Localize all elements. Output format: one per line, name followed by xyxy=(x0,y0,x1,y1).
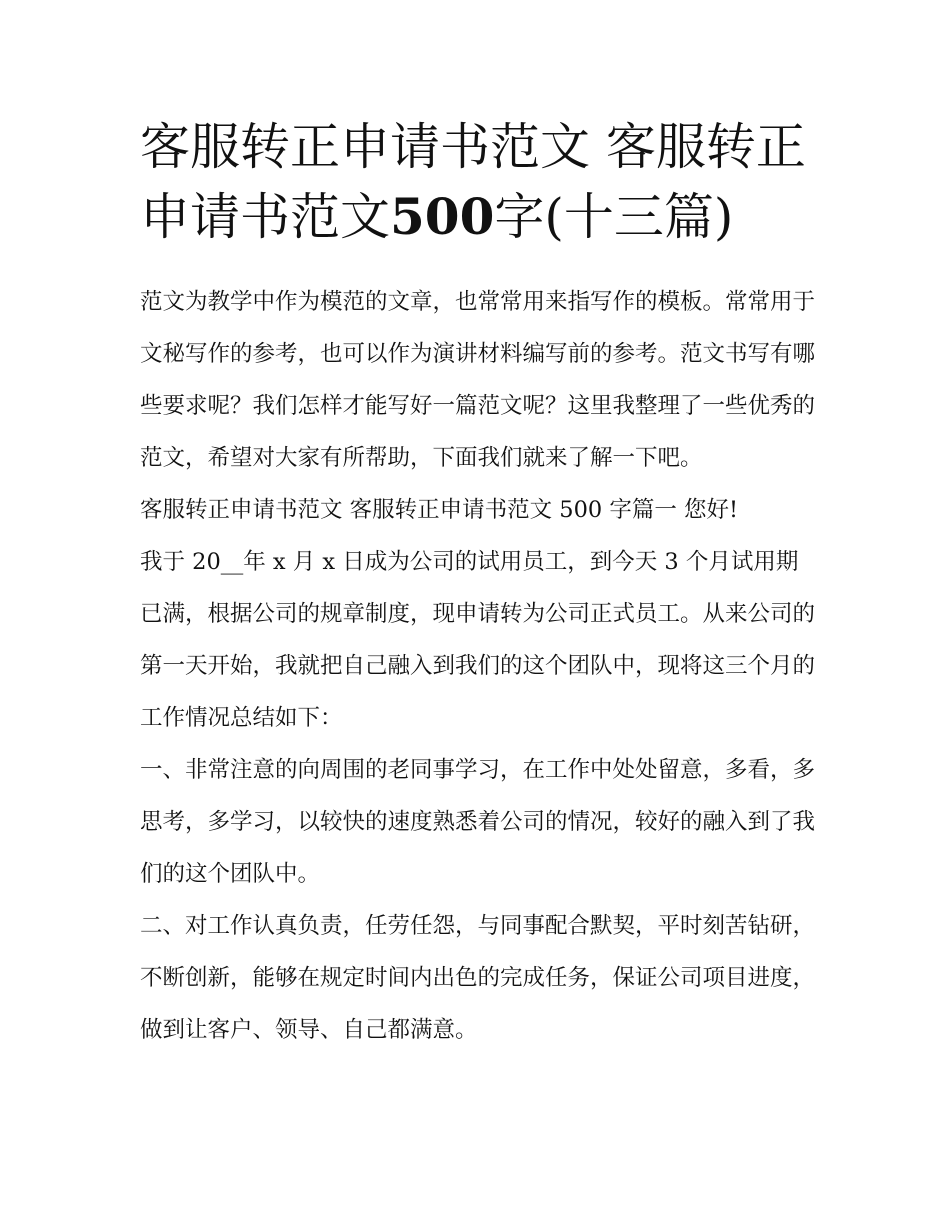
title-number: 500 xyxy=(390,187,495,246)
paragraph-heading: 客服转正申请书范文 客服转正申请书范文 500 字篇一 您好! xyxy=(140,497,739,523)
paragraph-intro: 范文为教学中作为模范的文章，也常常用来指写作的模板。常常用于文秘写作的参考，也可以作为演讲材料编写前的参考。范文书写有哪些要求呢？我们怎样才能写好一篇范文呢？这里我整理了一些优秀的范文，希望对大家有所帮助，下面我们就来了解一下吧。 xyxy=(140,289,816,471)
title-text-part1: 客服转正申请书范文 客服转正申请书范文 xyxy=(140,118,806,246)
document-title xyxy=(140,112,820,252)
document-body xyxy=(140,276,815,1056)
title-text-part2: 字(十三篇) xyxy=(494,188,734,246)
paragraph-point-1: 一、非常注意的向周围的老同事学习，在工作中处处留意，多看，多思考，多学习，以较快的速度熟悉着公司的情况，较好的融入到了我们的这个团队中。 xyxy=(140,757,816,887)
paragraph-statement: 我于 20__年 x 月 x 日成为公司的试用员工，到今天 3 个月试用期已满，根据公司的规章制度，现申请转为公司正式员工。从来公司的第一天开始，我就把自己融入到我们的这个团队中，现将这三个月的工作情况总结如下： xyxy=(140,549,816,731)
paragraph-point-2: 二、对工作认真负责，任劳任怨，与同事配合默契，平时刻苦钻研，不断创新，能够在规定时间内出色的完成任务，保证公司项目进度，做到让客户、领导、自己都满意。 xyxy=(140,913,816,1043)
